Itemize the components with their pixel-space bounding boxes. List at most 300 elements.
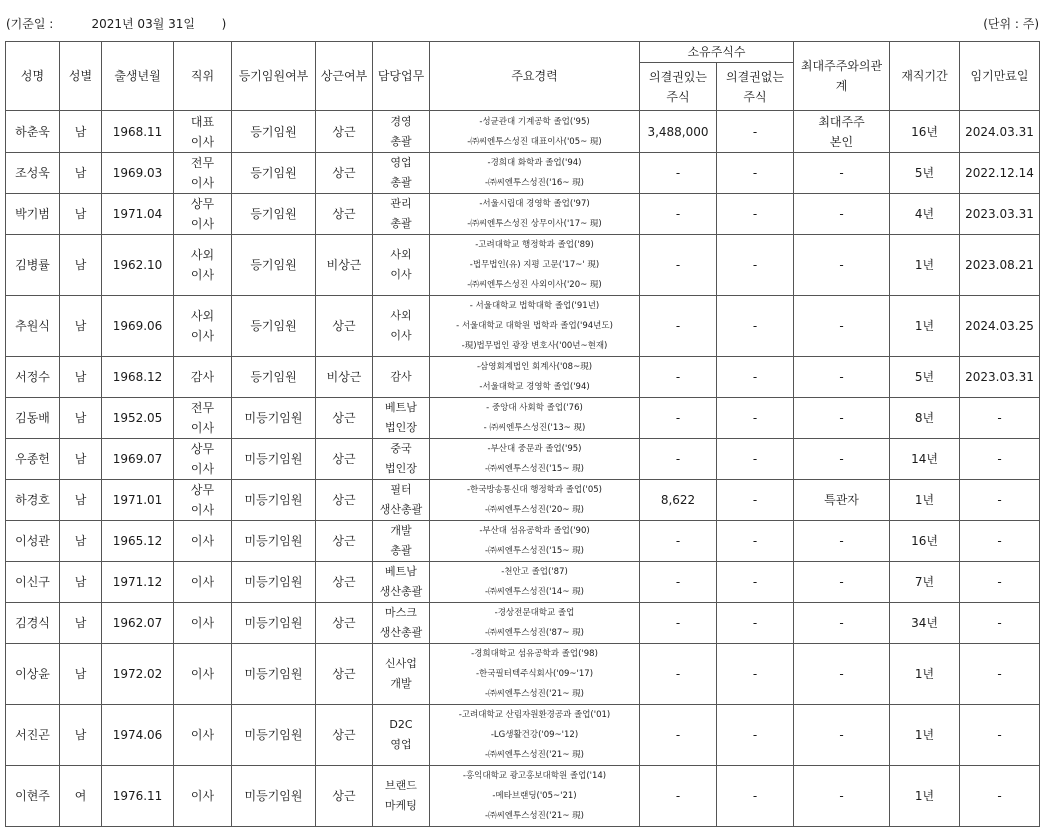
relation-line: - — [839, 258, 844, 272]
cell-nonvoting: - — [717, 153, 794, 194]
position-line: 이사 — [190, 575, 215, 589]
duty-line: 영업 — [390, 156, 412, 169]
cell-fulltime: 상근 — [316, 521, 373, 562]
duty-line: 신사업 — [385, 657, 417, 670]
duty-line: 총괄 — [390, 217, 412, 230]
table-row — [6, 153, 1040, 194]
cell-name: 김병률 — [6, 235, 60, 296]
relation-line: 최대주주 — [818, 114, 865, 129]
cell-tenure: 5년 — [890, 357, 960, 398]
cell-birth: 1968.12 — [102, 357, 174, 398]
table-row — [6, 766, 1040, 827]
cell-duty — [373, 296, 430, 357]
cell-career — [430, 603, 640, 644]
cell-name: 서정수 — [6, 357, 60, 398]
duty-line: 개발 — [390, 677, 412, 690]
cell-tenure: 14년 — [890, 439, 960, 480]
duty-line: 베트남 — [385, 565, 417, 578]
cell-relation — [794, 194, 890, 235]
cell-fulltime: 비상근 — [316, 357, 373, 398]
cell-fulltime: 상근 — [316, 603, 373, 644]
career-line: -부산대 섬유공학과 졸업('90) — [479, 526, 590, 536]
position-line: 이사 — [190, 789, 215, 803]
cell-duty — [373, 644, 430, 705]
cell-duty — [373, 766, 430, 827]
cell-nonvoting: - — [717, 521, 794, 562]
position-line: 사외 — [190, 309, 215, 323]
cell-registered: 등기임원 — [232, 153, 316, 194]
relation-line: - — [839, 534, 844, 548]
cell-career — [430, 194, 640, 235]
cell-birth: 1974.06 — [102, 705, 174, 766]
cell-tenure: 4년 — [890, 194, 960, 235]
position-line: 대표 — [190, 114, 215, 129]
relation-line: - — [839, 370, 844, 384]
table-row — [6, 398, 1040, 439]
cell-fulltime: 상근 — [316, 111, 373, 153]
cell-term: - — [960, 603, 1040, 644]
career-line: -㈜씨엔투스성진('16~ 現) — [485, 178, 584, 188]
col-header-tenure: 재직기간 — [890, 42, 960, 111]
cell-tenure: 16년 — [890, 111, 960, 153]
cell-gender: 남 — [60, 357, 102, 398]
cell-tenure: 16년 — [890, 521, 960, 562]
cell-relation — [794, 235, 890, 296]
cell-gender: 남 — [60, 235, 102, 296]
duty-line: 베트남 — [385, 401, 417, 414]
cell-voting: - — [640, 296, 717, 357]
cell-position — [174, 194, 232, 235]
cell-tenure: 34년 — [890, 603, 960, 644]
cell-career — [430, 562, 640, 603]
duty-line: 중국 — [390, 442, 412, 455]
position-line: 이사 — [190, 462, 215, 476]
career-line: -LG생활건강('09~'12) — [490, 730, 579, 740]
cell-name: 서진곤 — [6, 705, 60, 766]
cell-registered: 미등기임원 — [232, 521, 316, 562]
col-header-duty: 담당업무 — [373, 42, 430, 111]
cell-nonvoting: - — [717, 766, 794, 827]
career-line: -㈜씨엔투스성진('21~ 現) — [485, 750, 584, 760]
cell-nonvoting: - — [717, 296, 794, 357]
cell-voting: - — [640, 603, 717, 644]
cell-career — [430, 480, 640, 521]
duty-line: 생산총괄 — [379, 626, 423, 639]
cell-position — [174, 644, 232, 705]
cell-registered: 미등기임원 — [232, 644, 316, 705]
cell-gender: 남 — [60, 705, 102, 766]
career-line: -삼영회계법인 회계사('08~現) — [476, 362, 593, 372]
career-line: -㈜씨엔투스성진('87~ 現) — [485, 628, 584, 638]
cell-relation — [794, 480, 890, 521]
cell-nonvoting: - — [717, 562, 794, 603]
relation-line: 본인 — [829, 134, 854, 149]
base-date-value: 2021년 03월 31일 — [91, 17, 195, 31]
table-row — [6, 357, 1040, 398]
cell-birth: 1969.06 — [102, 296, 174, 357]
cell-registered: 미등기임원 — [232, 398, 316, 439]
cell-duty — [373, 521, 430, 562]
position-line: 이사 — [190, 268, 215, 282]
career-line: -㈜씨엔투스성진('15~ 現) — [485, 546, 584, 556]
career-line: -한국방송통신대 행정학과 졸업('05) — [466, 485, 602, 495]
position-line: 상무 — [190, 483, 215, 497]
cell-tenure: 1년 — [890, 480, 960, 521]
cell-position — [174, 480, 232, 521]
base-date-label: (기준일 : — [6, 17, 54, 31]
relation-line: - — [839, 575, 844, 589]
table-row — [6, 439, 1040, 480]
cell-tenure: 5년 — [890, 153, 960, 194]
position-line: 이사 — [190, 616, 215, 630]
career-line: -㈜씨엔투스성진('14~ 現) — [485, 587, 584, 597]
cell-position — [174, 439, 232, 480]
career-line: -서울시립대 경영학 졸업('97) — [479, 199, 590, 209]
cell-registered: 등기임원 — [232, 235, 316, 296]
cell-gender: 남 — [60, 644, 102, 705]
cell-fulltime: 상근 — [316, 705, 373, 766]
cell-registered: 미등기임원 — [232, 480, 316, 521]
cell-nonvoting: - — [717, 194, 794, 235]
cell-term: 2023.03.31 — [960, 194, 1040, 235]
cell-position — [174, 766, 232, 827]
cell-tenure: 1년 — [890, 644, 960, 705]
relation-line: - — [839, 166, 844, 180]
cell-duty — [373, 235, 430, 296]
cell-gender: 남 — [60, 111, 102, 153]
career-line: -고려대학교 산림자원환경공과 졸업('01) — [458, 710, 611, 720]
officers-table — [5, 41, 1040, 827]
cell-tenure: 1년 — [890, 296, 960, 357]
cell-birth: 1968.11 — [102, 111, 174, 153]
table-row — [6, 603, 1040, 644]
cell-term: - — [960, 562, 1040, 603]
cell-registered: 등기임원 — [232, 194, 316, 235]
cell-birth: 1952.05 — [102, 398, 174, 439]
career-line: - 중앙대 사회학 졸업('76) — [486, 403, 583, 413]
cell-term: - — [960, 521, 1040, 562]
cell-duty — [373, 111, 430, 153]
cell-position — [174, 357, 232, 398]
career-line: -경상전문대학교 졸업 — [494, 608, 575, 618]
cell-registered: 미등기임원 — [232, 562, 316, 603]
position-line: 이사 — [190, 217, 215, 231]
cell-gender: 남 — [60, 603, 102, 644]
cell-fulltime: 상근 — [316, 194, 373, 235]
table-row — [6, 111, 1040, 153]
career-line: -천안고 졸업('87) — [501, 567, 568, 577]
table-row — [6, 235, 1040, 296]
career-line: -㈜씨엔투스성진 상무이사('17~ 現) — [467, 219, 602, 229]
career-line: - 서울대학교 법학대학 졸업('91년) — [469, 301, 600, 311]
col-header-position: 직위 — [174, 42, 232, 111]
cell-position — [174, 705, 232, 766]
career-line: -경희대학교 섬유공학과 졸업('98) — [471, 649, 598, 659]
col-header-registered: 등기임원여부 — [232, 42, 316, 111]
cell-registered: 등기임원 — [232, 357, 316, 398]
col-header-career: 주요경력 — [430, 42, 640, 111]
career-line: -서울대학교 경영학 졸업('94) — [479, 382, 590, 392]
cell-duty — [373, 153, 430, 194]
cell-registered: 미등기임원 — [232, 705, 316, 766]
table-row — [6, 705, 1040, 766]
cell-registered: 미등기임원 — [232, 603, 316, 644]
cell-gender: 남 — [60, 194, 102, 235]
cell-term: 2023.08.21 — [960, 235, 1040, 296]
position-line: 전무 — [190, 401, 215, 415]
duty-line: 생산총괄 — [379, 585, 423, 598]
duty-line: 생산총괄 — [379, 503, 423, 516]
cell-relation — [794, 153, 890, 194]
base-date-close: ) — [221, 17, 227, 31]
position-line: 상무 — [190, 442, 215, 456]
cell-name: 추원식 — [6, 296, 60, 357]
relation-line: - — [839, 411, 844, 425]
duty-line: 영업 — [390, 738, 412, 751]
cell-nonvoting: - — [717, 603, 794, 644]
relation-line: 특관자 — [824, 493, 859, 507]
cell-position — [174, 235, 232, 296]
officers-table-body — [6, 111, 1040, 827]
duty-line: 법인장 — [385, 421, 417, 434]
cell-name: 이현주 — [6, 766, 60, 827]
duty-line: 감사 — [390, 370, 412, 383]
career-line: -고려대학교 행정학과 졸업('89) — [475, 240, 594, 250]
col-header-voting: 의결권있는 주식 — [640, 63, 717, 111]
cell-term: - — [960, 766, 1040, 827]
cell-gender: 남 — [60, 153, 102, 194]
relation-line: - — [839, 789, 844, 803]
cell-fulltime: 상근 — [316, 296, 373, 357]
career-line: -한국필터텍주식회사('09~'17) — [475, 669, 594, 679]
cell-career — [430, 766, 640, 827]
cell-fulltime: 비상근 — [316, 235, 373, 296]
career-line: -㈜씨엔투스성진('21~ 現) — [485, 689, 584, 699]
cell-voting: - — [640, 398, 717, 439]
duty-line: 개발 — [390, 524, 412, 537]
career-line: - ㈜씨엔투스성진('13~ 現) — [483, 423, 586, 433]
cell-voting: - — [640, 521, 717, 562]
cell-fulltime: 상근 — [316, 439, 373, 480]
cell-birth: 1971.04 — [102, 194, 174, 235]
cell-fulltime: 상근 — [316, 153, 373, 194]
base-date — [6, 15, 226, 32]
cell-relation — [794, 766, 890, 827]
cell-gender: 남 — [60, 562, 102, 603]
cell-fulltime: 상근 — [316, 398, 373, 439]
cell-tenure: 7년 — [890, 562, 960, 603]
cell-career — [430, 398, 640, 439]
cell-nonvoting: - — [717, 439, 794, 480]
cell-position — [174, 153, 232, 194]
table-row — [6, 194, 1040, 235]
cell-name: 하춘욱 — [6, 111, 60, 153]
unit-label: (단위 : 주) — [983, 17, 1039, 31]
cell-nonvoting: - — [717, 398, 794, 439]
career-line: -㈜씨엔투스성진 대표이사('05~ 現) — [467, 136, 602, 147]
cell-term: - — [960, 480, 1040, 521]
cell-nonvoting: - — [717, 235, 794, 296]
cell-relation — [794, 644, 890, 705]
cell-voting: - — [640, 357, 717, 398]
table-row — [6, 562, 1040, 603]
cell-term: - — [960, 705, 1040, 766]
cell-position — [174, 562, 232, 603]
cell-fulltime: 상근 — [316, 766, 373, 827]
duty-line: 마스크 — [385, 606, 417, 619]
duty-line: 필터 — [390, 483, 412, 496]
cell-tenure: 1년 — [890, 766, 960, 827]
cell-nonvoting: - — [717, 111, 794, 153]
cell-term: 2024.03.31 — [960, 111, 1040, 153]
cell-nonvoting: - — [717, 644, 794, 705]
cell-term: 2022.12.14 — [960, 153, 1040, 194]
career-line: -성균관대 기계공학 졸업('95) — [479, 116, 590, 127]
duty-line: 이사 — [390, 329, 412, 342]
cell-career — [430, 644, 640, 705]
cell-relation — [794, 111, 890, 153]
cell-voting: 8,622 — [640, 480, 717, 521]
cell-nonvoting: - — [717, 705, 794, 766]
col-header-nonvoting: 의결권없는 주식 — [717, 63, 794, 111]
position-line: 이사 — [190, 534, 215, 548]
cell-voting: - — [640, 439, 717, 480]
cell-relation — [794, 521, 890, 562]
cell-name: 하경호 — [6, 480, 60, 521]
duty-line: 경영 — [390, 114, 412, 128]
cell-name: 조성욱 — [6, 153, 60, 194]
career-line: -㈜씨엔투스성진('21~ 現) — [485, 811, 584, 821]
career-line: -부산대 중문과 졸업('95) — [487, 444, 582, 454]
cell-voting: - — [640, 194, 717, 235]
cell-name: 우종헌 — [6, 439, 60, 480]
position-line: 사외 — [190, 248, 215, 262]
cell-career — [430, 357, 640, 398]
cell-birth: 1971.01 — [102, 480, 174, 521]
career-line: -㈜씨엔투스성진('15~ 現) — [485, 464, 584, 474]
cell-gender: 남 — [60, 398, 102, 439]
cell-relation — [794, 562, 890, 603]
cell-birth: 1969.07 — [102, 439, 174, 480]
cell-tenure: 8년 — [890, 398, 960, 439]
cell-voting: - — [640, 562, 717, 603]
relation-line: - — [839, 667, 844, 681]
duty-line: 총괄 — [390, 544, 412, 557]
cell-fulltime: 상근 — [316, 480, 373, 521]
col-header-term: 임기만료일 — [960, 42, 1040, 111]
duty-line: 사외 — [390, 248, 412, 261]
cell-birth: 1962.07 — [102, 603, 174, 644]
cell-fulltime: 상근 — [316, 644, 373, 705]
cell-duty — [373, 357, 430, 398]
cell-relation — [794, 398, 890, 439]
cell-registered: 등기임원 — [232, 296, 316, 357]
position-line: 전무 — [190, 156, 215, 170]
cell-relation — [794, 357, 890, 398]
career-line: - 서울대학교 대학원 법학과 졸업('94년도) — [456, 321, 613, 331]
career-line: -現)법무법인 광장 변호사('00년~현재) — [461, 341, 608, 351]
cell-duty — [373, 562, 430, 603]
cell-gender: 남 — [60, 439, 102, 480]
cell-nonvoting: - — [717, 480, 794, 521]
cell-position — [174, 111, 232, 153]
position-line: 이사 — [190, 329, 215, 343]
cell-tenure: 1년 — [890, 235, 960, 296]
relation-line: - — [839, 207, 844, 221]
career-line: -㈜씨엔투스성진('20~ 現) — [485, 505, 584, 515]
career-line: -법무법인(유) 지평 고문('17~' 現) — [469, 260, 600, 270]
cell-name: 김동배 — [6, 398, 60, 439]
duty-line: 이사 — [390, 268, 412, 281]
duty-line: 브랜드 — [385, 779, 417, 792]
position-line: 이사 — [190, 134, 215, 149]
cell-relation — [794, 296, 890, 357]
relation-line: - — [839, 616, 844, 630]
col-header-name: 성명 — [6, 42, 60, 111]
relation-line: - — [839, 319, 844, 333]
cell-registered: 등기임원 — [232, 111, 316, 153]
cell-term: 2023.03.31 — [960, 357, 1040, 398]
duty-line: 사외 — [390, 309, 412, 322]
col-header-relation: 최대주주와의관계 — [794, 42, 890, 111]
cell-gender: 남 — [60, 480, 102, 521]
table-row — [6, 480, 1040, 521]
cell-voting: - — [640, 705, 717, 766]
cell-career — [430, 111, 640, 153]
table-row — [6, 521, 1040, 562]
cell-term: - — [960, 439, 1040, 480]
col-header-shares: 소유주식수 — [640, 42, 794, 63]
cell-duty — [373, 480, 430, 521]
cell-name: 이성관 — [6, 521, 60, 562]
career-line: -홍익대학교 광고홍보대학원 졸업('14) — [462, 771, 607, 781]
table-caption-line — [6, 15, 1039, 33]
cell-position — [174, 398, 232, 439]
position-line: 이사 — [190, 421, 215, 435]
career-line: -㈜씨엔투스성진 사외이사('20~ 現) — [467, 280, 602, 290]
career-line: -경희대 화학과 졸업('94) — [487, 158, 582, 168]
position-line: 이사 — [190, 728, 215, 742]
cell-voting: - — [640, 153, 717, 194]
career-line: -메타브랜딩('05~'21) — [492, 791, 577, 801]
table-row — [6, 296, 1040, 357]
col-header-gender: 성별 — [60, 42, 102, 111]
cell-gender: 남 — [60, 521, 102, 562]
cell-term: - — [960, 398, 1040, 439]
cell-name: 김경식 — [6, 603, 60, 644]
cell-duty — [373, 398, 430, 439]
cell-career — [430, 296, 640, 357]
cell-voting: - — [640, 235, 717, 296]
position-line: 이사 — [190, 667, 215, 681]
cell-voting: 3,488,000 — [640, 111, 717, 153]
cell-duty — [373, 705, 430, 766]
col-header-fulltime: 상근여부 — [316, 42, 373, 111]
cell-career — [430, 705, 640, 766]
cell-term: - — [960, 644, 1040, 705]
cell-registered: 미등기임원 — [232, 766, 316, 827]
cell-registered: 미등기임원 — [232, 439, 316, 480]
cell-duty — [373, 603, 430, 644]
relation-line: - — [839, 728, 844, 742]
cell-duty — [373, 194, 430, 235]
cell-birth: 1976.11 — [102, 766, 174, 827]
position-line: 감사 — [190, 370, 215, 384]
cell-gender: 여 — [60, 766, 102, 827]
duty-line: 총괄 — [390, 134, 412, 148]
cell-career — [430, 439, 640, 480]
cell-fulltime: 상근 — [316, 562, 373, 603]
